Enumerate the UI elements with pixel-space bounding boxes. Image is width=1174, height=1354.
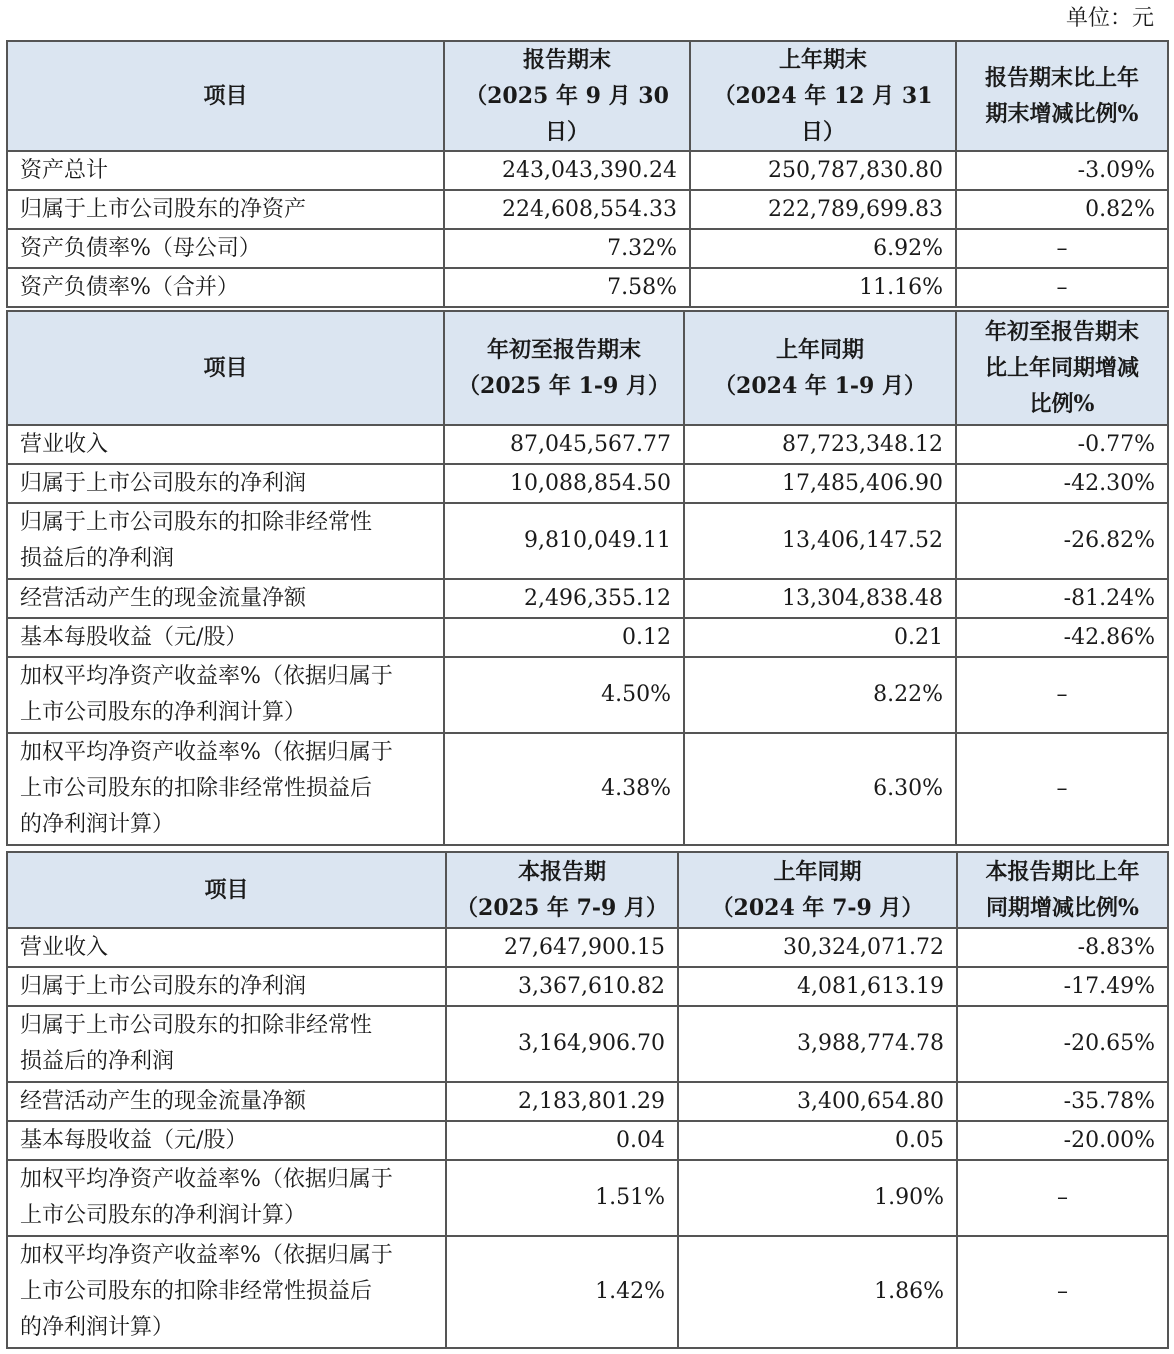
row-value-change: -81.24% bbox=[956, 579, 1168, 618]
row-label: 经营活动产生的现金流量净额 bbox=[7, 1082, 446, 1121]
row-value-current: 87,045,567.77 bbox=[444, 425, 684, 464]
table-header-row bbox=[7, 852, 1168, 928]
table-row bbox=[7, 657, 1168, 733]
row-value-prior: 3,988,774.78 bbox=[678, 1006, 957, 1082]
ytd-results-table bbox=[6, 310, 1169, 846]
row-value-current: 7.58% bbox=[444, 268, 690, 307]
table-row bbox=[7, 928, 1168, 967]
header-col2: 上年期末 （2024 年 12 月 31 日） bbox=[690, 41, 956, 151]
row-value-change: -20.00% bbox=[957, 1121, 1168, 1160]
row-value-change: -8.83% bbox=[957, 928, 1168, 967]
row-value-prior: 1.86% bbox=[678, 1236, 957, 1348]
table-row bbox=[7, 1121, 1168, 1160]
header-col1: 报告期末 （2025 年 9 月 30 日） bbox=[444, 41, 690, 151]
row-label: 基本每股收益（元/股） bbox=[7, 1121, 446, 1160]
row-value-prior: 11.16% bbox=[690, 268, 956, 307]
row-value-change: – bbox=[957, 1236, 1168, 1348]
row-value-prior: 17,485,406.90 bbox=[684, 464, 956, 503]
table-row bbox=[7, 229, 1168, 268]
row-value-current: 9,810,049.11 bbox=[444, 503, 684, 579]
row-value-change: -0.77% bbox=[956, 425, 1168, 464]
row-label: 资产负债率%（母公司） bbox=[7, 229, 444, 268]
header-item: 项目 bbox=[7, 41, 444, 151]
table-row bbox=[7, 1006, 1168, 1082]
table-row bbox=[7, 503, 1168, 579]
row-value-prior: 13,406,147.52 bbox=[684, 503, 956, 579]
header-col3: 年初至报告期末 比上年同期增减 比例% bbox=[956, 311, 1168, 425]
row-label: 营业收入 bbox=[7, 425, 444, 464]
table-row bbox=[7, 618, 1168, 657]
row-label: 加权平均净资产收益率%（依据归属于 上市公司股东的净利润计算） bbox=[7, 1160, 446, 1236]
header-col3: 报告期末比上年 期末增减比例% bbox=[956, 41, 1168, 151]
row-value-current: 27,647,900.15 bbox=[446, 928, 678, 967]
row-value-change: 0.82% bbox=[956, 190, 1168, 229]
row-value-change: -20.65% bbox=[957, 1006, 1168, 1082]
row-label: 加权平均净资产收益率%（依据归属于 上市公司股东的扣除非经常性损益后 的净利润计算） bbox=[7, 1236, 446, 1348]
row-value-prior: 1.90% bbox=[678, 1160, 957, 1236]
table-row bbox=[7, 268, 1168, 307]
row-value-current: 1.51% bbox=[446, 1160, 678, 1236]
unit-label: 单位：元 bbox=[1065, 6, 1154, 31]
table-row bbox=[7, 579, 1168, 618]
row-label: 归属于上市公司股东的扣除非经常性 损益后的净利润 bbox=[7, 503, 444, 579]
table-row bbox=[7, 464, 1168, 503]
row-value-change: – bbox=[956, 268, 1168, 307]
row-value-prior: 6.30% bbox=[684, 733, 956, 845]
row-value-current: 1.42% bbox=[446, 1236, 678, 1348]
table-row bbox=[7, 967, 1168, 1006]
row-label: 资产总计 bbox=[7, 151, 444, 190]
row-value-prior: 0.05 bbox=[678, 1121, 957, 1160]
table-row bbox=[7, 733, 1168, 845]
table-row bbox=[7, 425, 1168, 464]
row-value-change: -42.30% bbox=[956, 464, 1168, 503]
row-value-current: 243,043,390.24 bbox=[444, 151, 690, 190]
row-value-prior: 222,789,699.83 bbox=[690, 190, 956, 229]
header-col1: 本报告期 （2025 年 7-9 月） bbox=[446, 852, 678, 928]
row-value-prior: 3,400,654.80 bbox=[678, 1082, 957, 1121]
table-row bbox=[7, 151, 1168, 190]
row-label: 归属于上市公司股东的净利润 bbox=[7, 967, 446, 1006]
row-value-current: 3,367,610.82 bbox=[446, 967, 678, 1006]
row-value-current: 0.12 bbox=[444, 618, 684, 657]
row-value-change: -35.78% bbox=[957, 1082, 1168, 1121]
row-value-change: -3.09% bbox=[956, 151, 1168, 190]
row-label: 经营活动产生的现金流量净额 bbox=[7, 579, 444, 618]
row-value-change: – bbox=[956, 229, 1168, 268]
header-item: 项目 bbox=[7, 311, 444, 425]
row-value-current: 4.38% bbox=[444, 733, 684, 845]
row-value-change: -17.49% bbox=[957, 967, 1168, 1006]
row-value-change: – bbox=[956, 733, 1168, 845]
row-value-change: -42.86% bbox=[956, 618, 1168, 657]
header-col2: 上年同期 （2024 年 1-9 月） bbox=[684, 311, 956, 425]
row-label: 基本每股收益（元/股） bbox=[7, 618, 444, 657]
row-value-prior: 30,324,071.72 bbox=[678, 928, 957, 967]
row-value-current: 3,164,906.70 bbox=[446, 1006, 678, 1082]
table-row bbox=[7, 190, 1168, 229]
row-value-current: 2,496,355.12 bbox=[444, 579, 684, 618]
row-label: 加权平均净资产收益率%（依据归属于 上市公司股东的扣除非经常性损益后 的净利润计算） bbox=[7, 733, 444, 845]
row-value-change: -26.82% bbox=[956, 503, 1168, 579]
row-value-change: – bbox=[957, 1160, 1168, 1236]
row-value-prior: 87,723,348.12 bbox=[684, 425, 956, 464]
row-label: 加权平均净资产收益率%（依据归属于 上市公司股东的净利润计算） bbox=[7, 657, 444, 733]
row-value-current: 0.04 bbox=[446, 1121, 678, 1160]
row-label: 归属于上市公司股东的净利润 bbox=[7, 464, 444, 503]
table-row bbox=[7, 1236, 1168, 1348]
table-row bbox=[7, 1160, 1168, 1236]
row-value-prior: 250,787,830.80 bbox=[690, 151, 956, 190]
row-label: 归属于上市公司股东的净资产 bbox=[7, 190, 444, 229]
balance-sheet-table bbox=[6, 40, 1169, 308]
row-value-current: 7.32% bbox=[444, 229, 690, 268]
row-value-current: 224,608,554.33 bbox=[444, 190, 690, 229]
header-item: 项目 bbox=[7, 852, 446, 928]
row-value-prior: 0.21 bbox=[684, 618, 956, 657]
quarter-results-table bbox=[6, 851, 1169, 1349]
table-row bbox=[7, 1082, 1168, 1121]
header-col1: 年初至报告期末 （2025 年 1-9 月） bbox=[444, 311, 684, 425]
row-value-current: 10,088,854.50 bbox=[444, 464, 684, 503]
row-value-prior: 6.92% bbox=[690, 229, 956, 268]
header-col2: 上年同期 （2024 年 7-9 月） bbox=[678, 852, 957, 928]
row-label: 归属于上市公司股东的扣除非经常性 损益后的净利润 bbox=[7, 1006, 446, 1082]
row-value-current: 4.50% bbox=[444, 657, 684, 733]
row-value-current: 2,183,801.29 bbox=[446, 1082, 678, 1121]
table-header-row bbox=[7, 41, 1168, 151]
row-value-prior: 8.22% bbox=[684, 657, 956, 733]
header-col3: 本报告期比上年 同期增减比例% bbox=[957, 852, 1168, 928]
row-label: 营业收入 bbox=[7, 928, 446, 967]
table-header-row bbox=[7, 311, 1168, 425]
row-value-prior: 13,304,838.48 bbox=[684, 579, 956, 618]
row-value-change: – bbox=[956, 657, 1168, 733]
row-label: 资产负债率%（合并） bbox=[7, 268, 444, 307]
row-value-prior: 4,081,613.19 bbox=[678, 967, 957, 1006]
